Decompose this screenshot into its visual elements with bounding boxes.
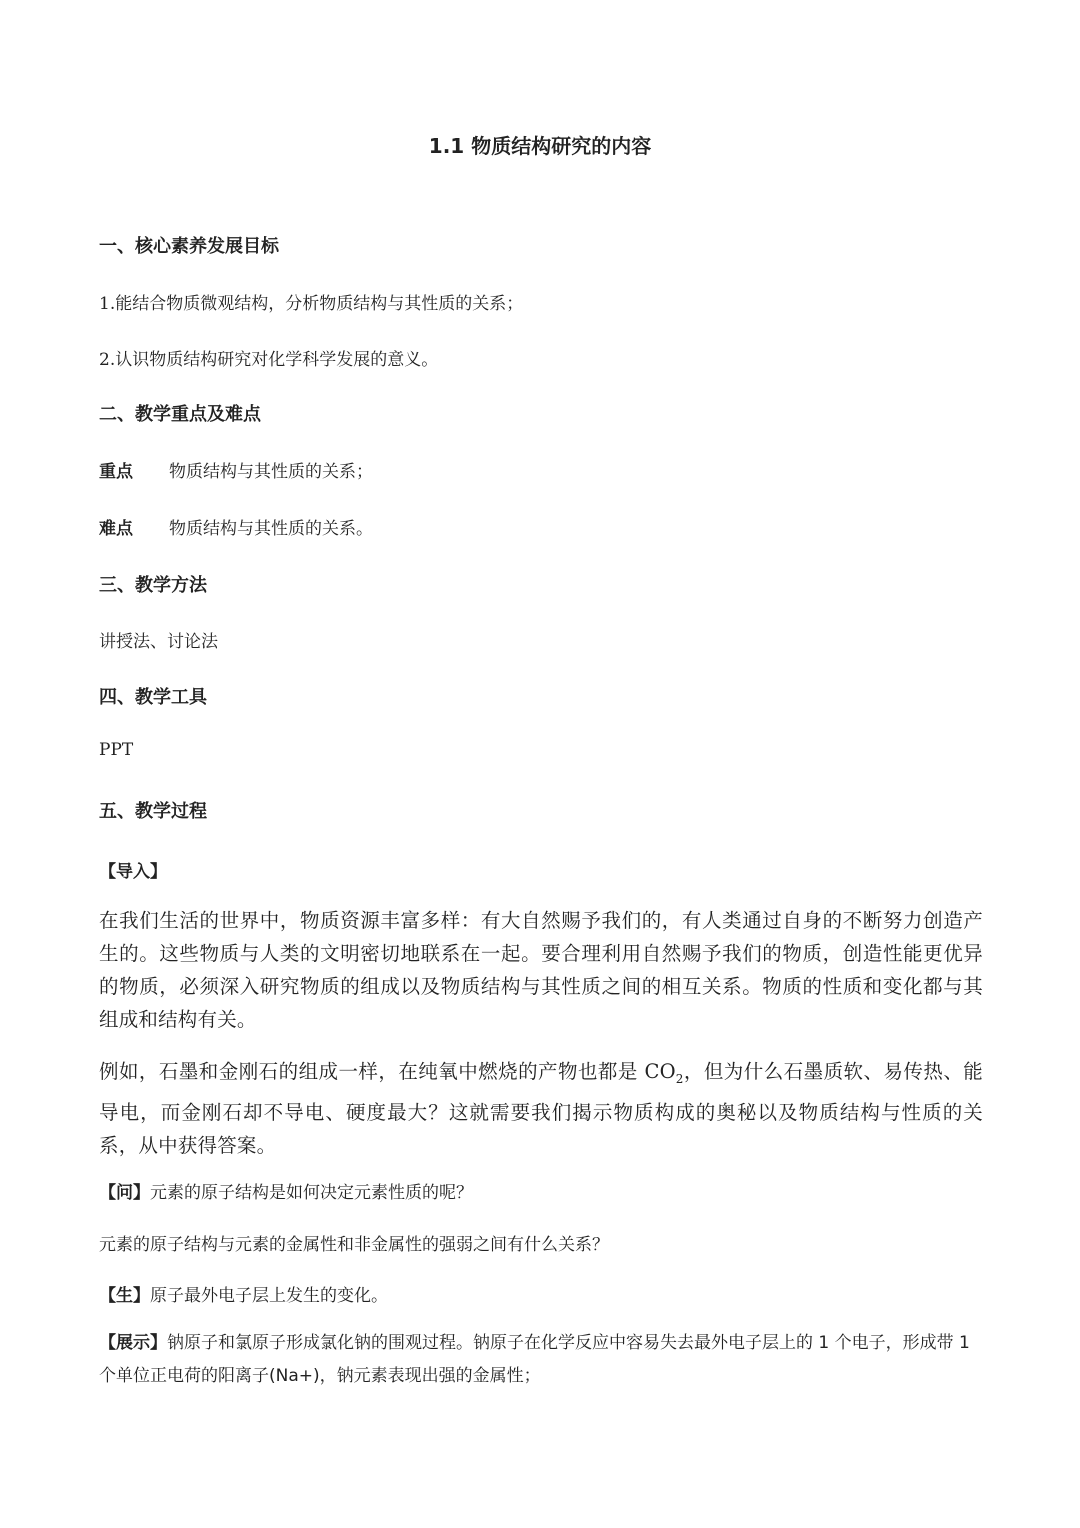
section-heading-process: 五、教学过程 <box>99 801 207 822</box>
show-text-b: 个电子，形成带 <box>829 1333 960 1353</box>
difficulty-label: 难点 <box>99 519 133 539</box>
student-text: 原子最外电子层上发生的变化。 <box>150 1286 388 1306</box>
question-tag: 【问】 <box>99 1183 150 1203</box>
show-number-1: 1 <box>818 1333 830 1353</box>
document-title: 1.1 物质结构研究的内容 <box>428 134 652 158</box>
key-point-text: 物质结构与其性质的关系； <box>169 462 373 482</box>
section-heading-key-points: 二、教学重点及难点 <box>99 404 261 425</box>
intro-tag: 【导入】 <box>99 862 167 882</box>
show-number-2: 1 <box>959 1333 970 1353</box>
key-point-label: 重点 <box>99 462 133 482</box>
question-text: 元素的原子结构是如何决定元素性质的呢？ <box>150 1183 473 1203</box>
goal-item-1: 1.能结合物质微观结构，分析物质结构与其性质的关系； <box>99 294 524 314</box>
intro-paragraph-2-part-b: ，但为什么石墨质软、易传热、能导电，而金刚石却不导电、硬度最大？这就需要我们揭示物质构成的奥秘以及物质结构与性质的关系，从中获得答案。 <box>99 1060 983 1157</box>
show-text-d: ，钠元素表现出强的金属性； <box>319 1366 541 1386</box>
intro-paragraph-2-part-a: 例如，石墨和金刚石的组成一样，在纯氧中燃烧的产物也都是 CO <box>99 1060 676 1083</box>
intro-paragraph-1: 在我们生活的世界中，物质资源丰富多样：有大自然赐予我们的，有人类通过自身的不断努力创造产生的。这些物质与人类的文明密切地联系在一起。要合理利用自然赐予我们的物质，创造性能更优异的物质，必须深入研究物质的组成以及物质结构与其性质之间的相互关系。物质的性质和变化都与其组成和结构有关。 <box>99 909 983 1031</box>
difficulty-text: 物质结构与其性质的关系。 <box>169 519 373 539</box>
show-text-a: 钠原子和氯原子形成氯化钠的围观过程。钠原子在化学反应中容易失去最外电子层上的 <box>167 1333 819 1353</box>
difficulty-row <box>99 514 373 539</box>
methods-text: 讲授法、讨论法 <box>99 632 218 652</box>
student-row <box>99 1281 388 1306</box>
section-heading-goals: 一、核心素养发展目标 <box>99 236 279 257</box>
show-paragraph <box>99 1327 983 1393</box>
intro-paragraph-2 <box>99 1055 983 1162</box>
sodium-ion-formula: (Na+) <box>269 1366 320 1386</box>
question-text-2: 元素的原子结构与元素的金属性和非金属性的强弱之间有什么关系？ <box>99 1235 609 1255</box>
tools-text: PPT <box>99 740 134 760</box>
show-tag: 【展示】 <box>99 1333 167 1353</box>
show-text-c: 个单位正电荷的阳离子 <box>99 1366 269 1386</box>
student-tag: 【生】 <box>99 1286 150 1306</box>
goal-item-2: 2.认识物质结构研究对化学科学发展的意义。 <box>99 350 439 370</box>
section-heading-methods: 三、教学方法 <box>99 575 207 596</box>
co2-subscript: 2 <box>675 1071 684 1086</box>
section-heading-tools: 四、教学工具 <box>99 687 207 708</box>
question-row <box>99 1178 473 1203</box>
key-point-row <box>99 457 373 482</box>
